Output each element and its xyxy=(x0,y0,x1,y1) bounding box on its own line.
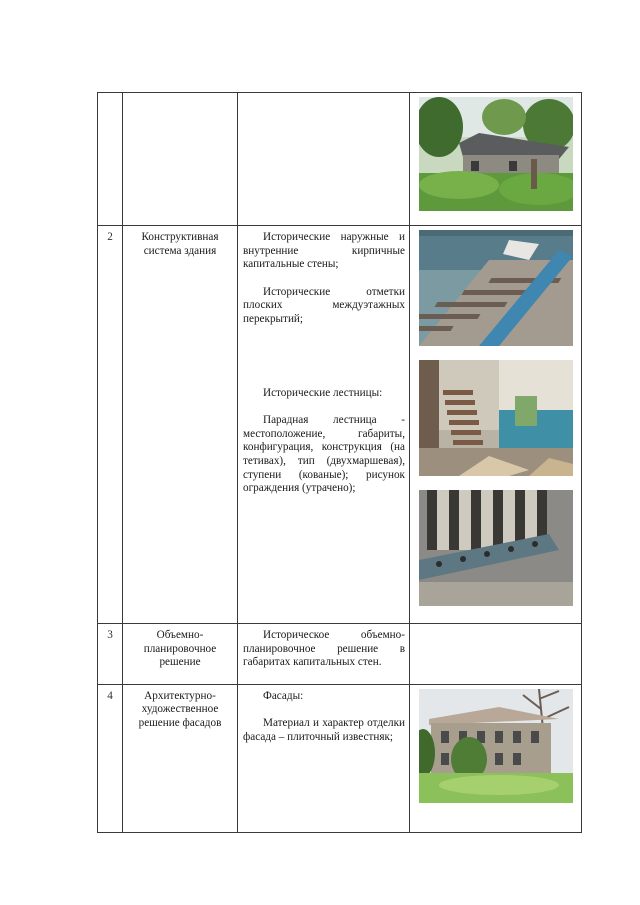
row-number: 4 xyxy=(98,684,123,832)
row-number xyxy=(98,93,123,226)
desc-paragraph: Исторические лестницы: xyxy=(263,386,383,399)
feature-name xyxy=(123,93,238,226)
feature-name: Конструктивная система здания xyxy=(123,226,238,624)
photo-cell xyxy=(410,624,582,685)
table-row xyxy=(98,684,582,832)
desc-paragraph: Историческое объемно-планировочное решение в габаритах капитальных стен. xyxy=(243,629,405,669)
monument-features-table xyxy=(97,92,582,833)
desc-paragraph: Исторические наружные и внутренние кирпичные капитальные стены; xyxy=(243,231,405,271)
feature-description xyxy=(238,624,410,685)
feature-description xyxy=(238,93,410,226)
feature-name: Архитектурно-художественное решение фасадов xyxy=(123,684,238,832)
table-row xyxy=(98,226,582,624)
iron-stair-detail-photo xyxy=(419,490,573,606)
desc-paragraph: Фасады: xyxy=(263,689,304,702)
desc-paragraph: Парадная лестница - местоположение, габариты, конфигурация, конструкция (на тетивах), тип (двухмаршевая), ступени (кованые); рисунок ограждения (утрачено); xyxy=(243,414,405,495)
photo-cell xyxy=(410,684,582,832)
photo-cell xyxy=(410,93,582,226)
feature-description xyxy=(238,226,410,624)
desc-paragraph: Материал и характер отделки фасада – плиточный известняк; xyxy=(243,717,405,743)
row-number: 2 xyxy=(98,226,123,624)
row-number: 3 xyxy=(98,624,123,685)
staircase-blue-photo xyxy=(419,230,573,346)
desc-paragraph: Исторические отметки плоских междуэтажных перекрытий; xyxy=(243,285,405,325)
feature-description xyxy=(238,684,410,832)
house-overgrown-photo xyxy=(419,97,573,211)
table-row xyxy=(98,624,582,685)
photo-cell xyxy=(410,226,582,624)
feature-name: Объемно-планировочное решение xyxy=(123,624,238,685)
table-row xyxy=(98,93,582,226)
stairwell-interior-photo xyxy=(419,360,573,476)
facade-photo xyxy=(419,689,573,803)
